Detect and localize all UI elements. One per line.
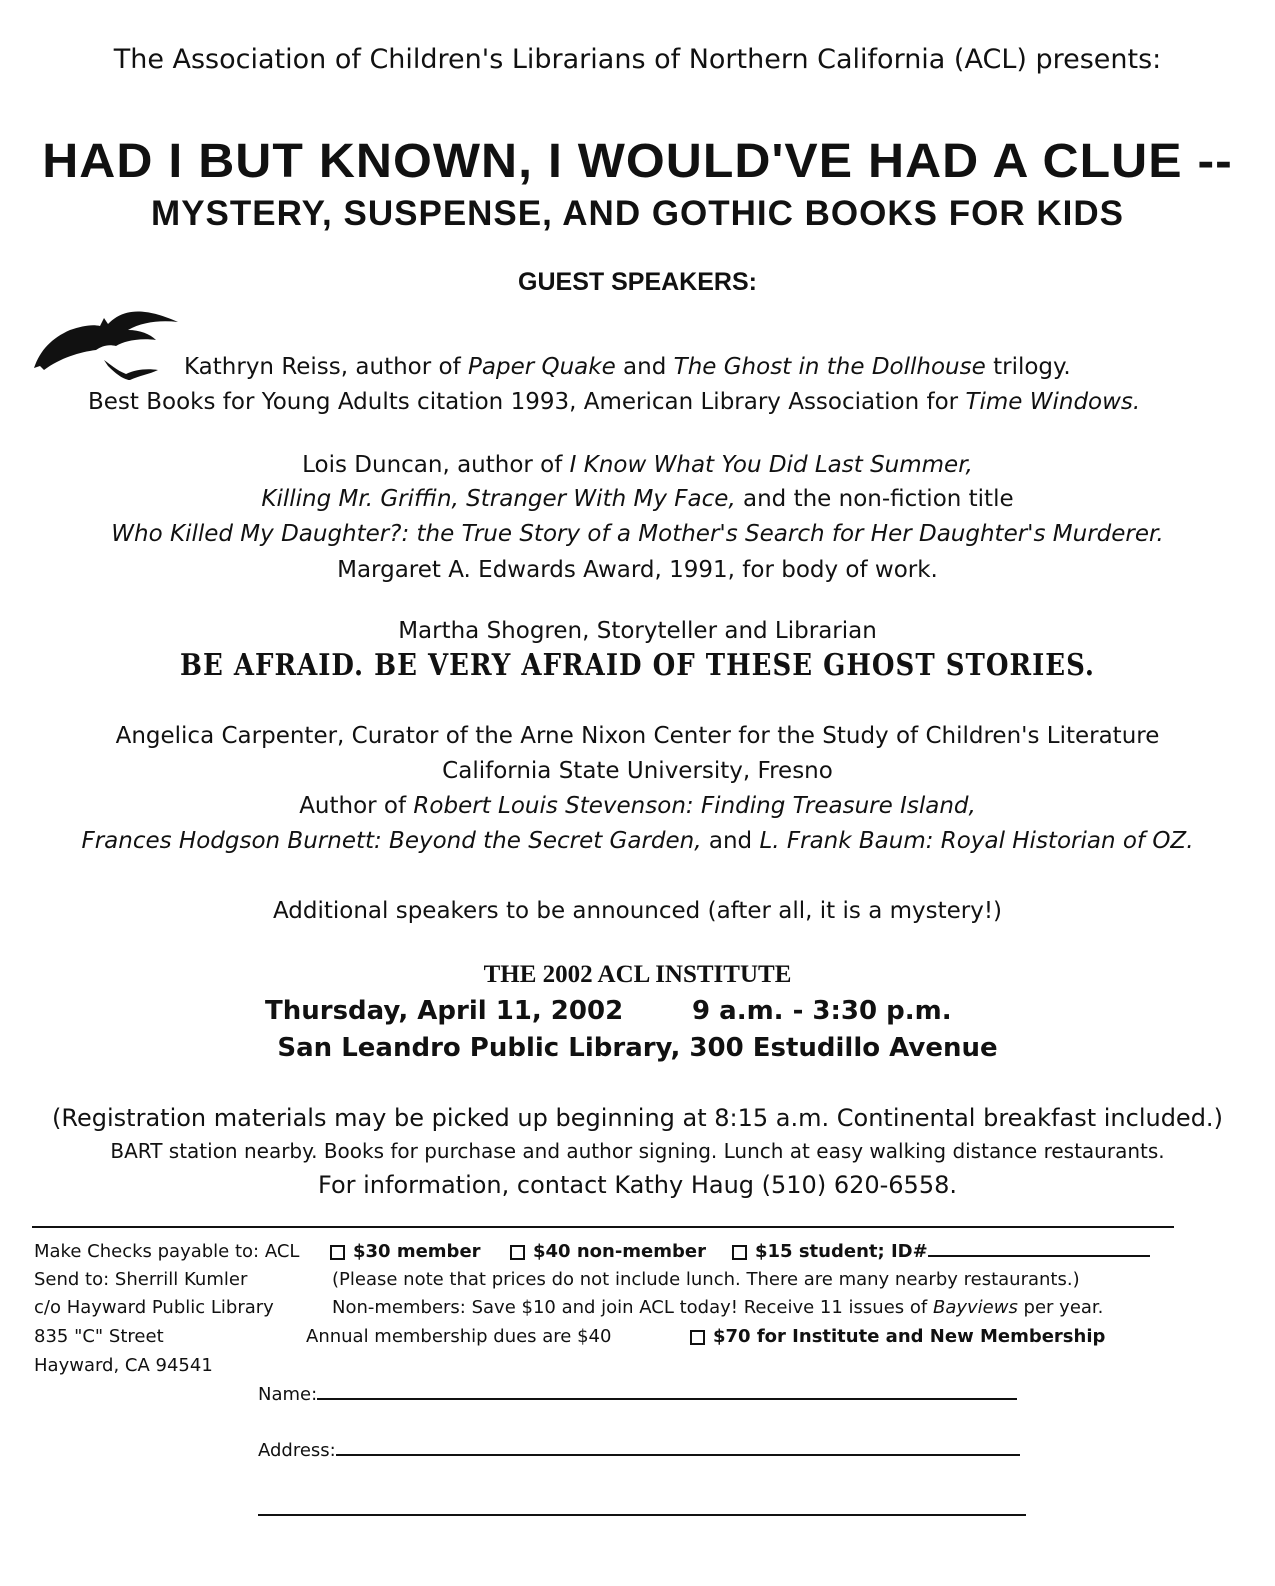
- join-note: Non-members: Save $10 and join ACL today! Receive 11 issues of Bayviews per year.: [332, 1297, 1104, 1318]
- send-to-city: Hayward, CA 94541: [34, 1355, 213, 1376]
- speaker-duncan-line-1: Lois Duncan, author of I Know What You Did Last Summer,: [302, 452, 973, 478]
- speaker-shogren-line-1: Martha Shogren, Storyteller and Librarian: [398, 618, 877, 644]
- dues-note: Annual membership dues are $40: [306, 1326, 612, 1347]
- send-to-co: c/o Hayward Public Library: [34, 1297, 274, 1318]
- event-date: Thursday, April 11, 2002: [265, 996, 624, 1026]
- name-row: [258, 1384, 1017, 1405]
- name-label: Name:: [258, 1384, 318, 1405]
- institute-heading: THE 2002 ACL INSTITUTE: [483, 961, 792, 988]
- send-to-street: 835 "C" Street: [34, 1326, 164, 1347]
- speaker-duncan-line-3: Who Killed My Daughter?: the True Story of a Mother's Search for Her Daughter's Murderer.: [111, 521, 1164, 547]
- bat-icon: [30, 300, 190, 390]
- name-field[interactable]: [317, 1398, 1017, 1400]
- speaker-carpenter-line-1: Angelica Carpenter, Curator of the Arne Nixon Center for the Study of Children's Literature: [115, 723, 1160, 749]
- form-divider: [32, 1226, 1174, 1228]
- guest-speakers-heading: GUEST SPEAKERS:: [518, 268, 757, 296]
- event-time: 9 a.m. - 3:30 p.m.: [692, 996, 952, 1026]
- speaker-reiss-line-2: Best Books for Young Adults citation 1993, American Library Association for Time Windows.: [88, 389, 1141, 415]
- speaker-carpenter-line-2: California State University, Fresno: [442, 758, 833, 784]
- additional-speakers: Additional speakers to be announced (after all, it is a mystery!): [272, 898, 1003, 924]
- title-line-2: MYSTERY, SUSPENSE, AND GOTHIC BOOKS FOR KIDS: [151, 194, 1124, 233]
- checkbox-nonmember[interactable]: [510, 1245, 525, 1260]
- title-line-1: HAD I BUT KNOWN, I WOULD'VE HAD A CLUE --: [42, 135, 1233, 188]
- event-location: San Leandro Public Library, 300 Estudillo Avenue: [277, 1033, 998, 1063]
- checkbox-student[interactable]: [732, 1245, 747, 1260]
- option-nonmember[interactable]: $40 non-member: [510, 1241, 706, 1262]
- speaker-carpenter-line-3: Author of Robert Louis Stevenson: Finding Treasure Island,: [299, 793, 976, 819]
- speaker-reiss-line-1: Kathryn Reiss, author of Paper Quake and The Ghost in the Dollhouse trilogy.: [184, 354, 1071, 380]
- speaker-shogren-tagline: BE AFRAID. BE VERY AFRAID OF THESE GHOST STORIES.: [180, 648, 1095, 684]
- contact-info: For information, contact Kathy Haug (510) 620-6558.: [318, 1171, 957, 1199]
- checks-payable: Make Checks payable to: ACL: [34, 1241, 300, 1262]
- student-id-field[interactable]: [928, 1255, 1150, 1257]
- address-row: [258, 1440, 1020, 1461]
- address-label: Address:: [258, 1440, 336, 1461]
- registration-note: (Registration materials may be picked up beginning at 8:15 a.m. Continental breakfast included.): [52, 1104, 1223, 1132]
- speaker-duncan-line-4: Margaret A. Edwards Award, 1991, for body of work.: [337, 557, 938, 583]
- option-student[interactable]: $15 student; ID#: [732, 1241, 1150, 1262]
- address-field-line-2[interactable]: [258, 1514, 1026, 1516]
- address-field[interactable]: [336, 1454, 1020, 1456]
- send-to: Send to: Sherrill Kumler: [34, 1269, 248, 1290]
- checkbox-member[interactable]: [330, 1245, 345, 1260]
- option-member[interactable]: $30 member: [330, 1241, 481, 1262]
- speaker-carpenter-line-4: Frances Hodgson Burnett: Beyond the Secret Garden, and L. Frank Baum: Royal Historian of OZ.: [81, 828, 1194, 854]
- bart-note: BART station nearby. Books for purchase and author signing. Lunch at easy walking distance restaurants.: [110, 1139, 1165, 1163]
- intro-line: The Association of Children's Librarians of Northern California (ACL) presents:: [113, 44, 1162, 75]
- option-combo[interactable]: $70 for Institute and New Membership: [690, 1326, 1105, 1347]
- speaker-duncan-line-2: Killing Mr. Griffin, Stranger With My Face, and the non-fiction title: [261, 486, 1014, 512]
- checkbox-combo[interactable]: [690, 1330, 705, 1345]
- prices-note: (Please note that prices do not include lunch. There are many nearby restaurants.): [332, 1269, 1080, 1290]
